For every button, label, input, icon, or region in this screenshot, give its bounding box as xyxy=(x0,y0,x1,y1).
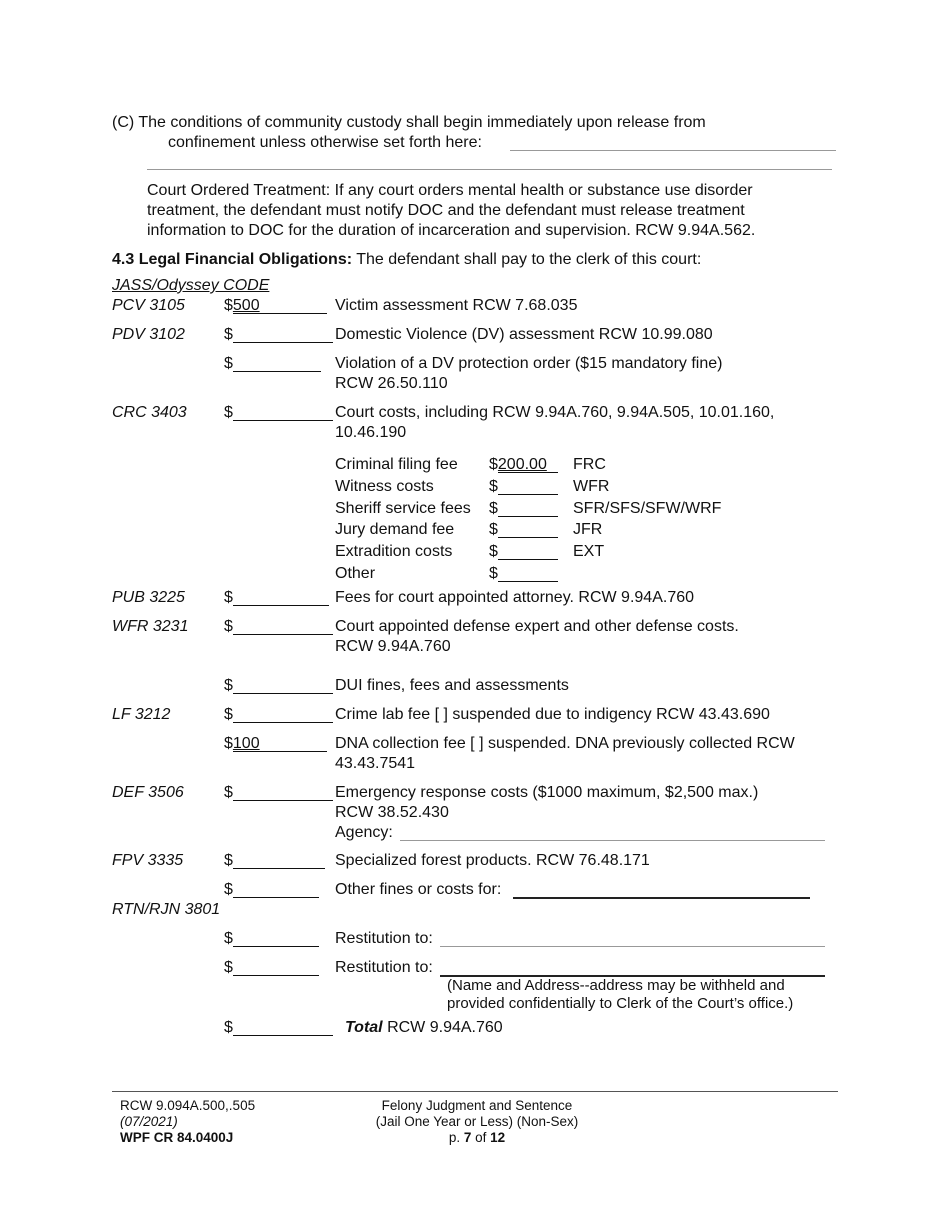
currency-symbol: $ xyxy=(489,456,498,473)
fee-description: RCW 38.52.430 xyxy=(335,804,449,821)
treatment-line: information to DOC for the duration of incarceration and supervision. RCW 9.94A.562. xyxy=(147,222,756,239)
court-cost-code: FRC xyxy=(573,456,606,473)
fee-description: Agency: xyxy=(335,824,393,841)
court-cost-amount-field[interactable]: 200.00 xyxy=(498,455,558,473)
fee-code: CRC 3403 xyxy=(112,404,187,421)
fee-description: Domestic Violence (DV) assessment RCW 10.99.080 xyxy=(335,326,713,343)
fee-code: DEF 3506 xyxy=(112,784,184,801)
amount-cell xyxy=(224,354,321,374)
amount-cell xyxy=(224,929,319,949)
amount-field[interactable] xyxy=(233,783,333,801)
lfo-heading xyxy=(112,250,701,270)
fee-description: DUI fines, fees and assessments xyxy=(335,677,569,694)
court-cost-label: Witness costs xyxy=(335,478,434,495)
amount-field[interactable] xyxy=(233,958,319,976)
footer-date: (07/2021) xyxy=(120,1114,178,1129)
fee-code: FPV 3335 xyxy=(112,852,184,869)
amount-cell xyxy=(224,705,333,725)
fee-code: PDV 3102 xyxy=(112,326,185,343)
amount-cell xyxy=(224,588,329,608)
page-number: 7 xyxy=(463,1130,472,1145)
payee-field[interactable] xyxy=(513,897,810,899)
fee-description: Court appointed defense expert and other defense costs. xyxy=(335,618,739,635)
footer-title: Felony Judgment and Sentence xyxy=(381,1098,573,1113)
custody-start-field[interactable] xyxy=(510,150,836,151)
currency-symbol: $ xyxy=(224,1019,233,1036)
fee-description: Emergency response costs ($1000 maximum, $2,500 max.) xyxy=(335,784,759,801)
page-total: 12 xyxy=(490,1130,506,1145)
currency-symbol: $ xyxy=(224,881,233,898)
court-cost-amount-cell xyxy=(489,499,558,519)
fee-description: Violation of a DV protection order ($15 mandatory fine) xyxy=(335,355,723,372)
amount-cell xyxy=(224,617,333,637)
currency-symbol: $ xyxy=(489,521,498,538)
amount-field[interactable] xyxy=(233,705,333,723)
currency-symbol: $ xyxy=(489,500,498,517)
amount-field[interactable] xyxy=(233,851,325,869)
fee-description: Specialized forest products. RCW 76.48.171 xyxy=(335,852,650,869)
amount-field[interactable] xyxy=(233,676,333,694)
amount-cell xyxy=(224,403,333,423)
court-cost-code: SFR/SFS/SFW/WRF xyxy=(573,500,722,517)
amount-cell xyxy=(224,880,319,900)
treatment-line: Court Ordered Treatment: If any court orders mental health or substance use disorder xyxy=(147,182,753,199)
restitution-note-2: provided confidentially to Clerk of the Court’s office.) xyxy=(447,995,794,1012)
court-cost-amount-field[interactable] xyxy=(498,477,558,495)
court-cost-label: Sheriff service fees xyxy=(335,500,471,517)
fee-description: 43.43.7541 xyxy=(335,755,416,772)
amount-cell xyxy=(224,676,333,696)
amount-cell xyxy=(224,734,327,754)
total-amount-field[interactable] xyxy=(233,1018,333,1036)
amount-field[interactable] xyxy=(233,354,321,372)
court-cost-code: EXT xyxy=(573,543,605,560)
currency-symbol: $ xyxy=(489,565,498,582)
court-cost-amount-field[interactable] xyxy=(498,520,558,538)
amount-cell xyxy=(224,296,327,316)
fee-description: 10.46.190 xyxy=(335,424,407,441)
amount-field[interactable]: 100 xyxy=(233,734,327,752)
footer-page xyxy=(377,1130,577,1147)
currency-symbol: $ xyxy=(224,297,233,314)
fee-description: Restitution to: xyxy=(335,930,433,947)
treatment-line: treatment, the defendant must notify DOC and the defendant must release treatment xyxy=(147,202,745,219)
court-cost-label: Criminal filing fee xyxy=(335,456,458,473)
currency-symbol: $ xyxy=(224,326,233,343)
court-cost-amount-field[interactable] xyxy=(498,564,558,582)
amount-cell xyxy=(224,783,333,803)
section-c-line2: confinement unless otherwise set forth here: xyxy=(168,134,482,151)
amount-field[interactable] xyxy=(233,929,319,947)
fee-description: Crime lab fee [ ] suspended due to indigency RCW 43.43.690 xyxy=(335,706,770,723)
footer-subtitle: (Jail One Year or Less) (Non-Sex) xyxy=(375,1114,579,1129)
total-row xyxy=(224,1018,333,1038)
court-cost-amount-cell xyxy=(489,564,558,584)
fee-description: Court costs, including RCW 9.94A.760, 9.94A.505, 10.01.160, xyxy=(335,404,775,421)
fee-description: Other fines or costs for: xyxy=(335,881,502,898)
court-cost-code: WFR xyxy=(573,478,610,495)
fee-description: Victim assessment RCW 7.68.035 xyxy=(335,297,578,314)
currency-symbol: $ xyxy=(224,959,233,976)
currency-symbol: $ xyxy=(224,404,233,421)
total-label: Total xyxy=(345,1019,383,1036)
amount-cell xyxy=(224,958,319,978)
payee-field[interactable] xyxy=(400,840,825,841)
court-cost-amount-cell xyxy=(489,542,558,562)
court-cost-label: Jury demand fee xyxy=(335,521,455,538)
page-prefix: p. xyxy=(448,1130,464,1145)
fee-description: RCW 9.94A.760 xyxy=(335,638,451,655)
fee-code: PCV 3105 xyxy=(112,297,185,314)
total-label-wrap xyxy=(345,1018,503,1038)
footer-divider xyxy=(112,1091,838,1092)
lfo-heading-text: The defendant shall pay to the clerk of this court: xyxy=(352,251,702,268)
currency-symbol: $ xyxy=(224,589,233,606)
currency-symbol: $ xyxy=(224,677,233,694)
currency-symbol: $ xyxy=(224,355,233,372)
total-rcw: RCW 9.94A.760 xyxy=(382,1019,503,1036)
currency-symbol: $ xyxy=(489,543,498,560)
amount-field[interactable] xyxy=(233,588,329,606)
fee-description: Restitution to: xyxy=(335,959,433,976)
currency-symbol: $ xyxy=(224,735,233,752)
custody-start-field-line2[interactable] xyxy=(147,169,832,170)
amount-cell xyxy=(224,325,333,345)
amount-field[interactable] xyxy=(233,403,333,421)
currency-symbol: $ xyxy=(224,618,233,635)
currency-symbol: $ xyxy=(224,852,233,869)
lfo-heading-title: 4.3 Legal Financial Obligations: xyxy=(112,251,353,268)
fee-description: DNA collection fee [ ] suspended. DNA previously collected RCW xyxy=(335,735,795,752)
fee-description: RCW 26.50.110 xyxy=(335,375,448,392)
court-cost-amount-field[interactable] xyxy=(498,499,558,517)
page-of: of xyxy=(471,1130,491,1145)
section-c-line1: (C) The conditions of community custody shall begin immediately upon release from xyxy=(112,114,706,131)
court-cost-amount-cell xyxy=(489,520,558,540)
amount-field[interactable] xyxy=(233,617,333,635)
court-cost-code: JFR xyxy=(573,521,603,538)
court-cost-amount-field[interactable] xyxy=(498,542,558,560)
currency-symbol: $ xyxy=(224,930,233,947)
fee-description: Fees for court appointed attorney. RCW 9.94A.760 xyxy=(335,589,695,606)
restitution-note-1: (Name and Address--address may be withheld and xyxy=(447,977,785,994)
currency-symbol: $ xyxy=(224,706,233,723)
rtn-code: RTN/RJN 3801 xyxy=(112,901,221,918)
court-cost-label: Extradition costs xyxy=(335,543,453,560)
amount-field[interactable] xyxy=(233,325,333,343)
amount-field[interactable]: 500 xyxy=(233,296,327,314)
court-cost-amount-cell xyxy=(489,477,558,497)
currency-symbol: $ xyxy=(489,478,498,495)
payee-field[interactable] xyxy=(440,946,825,947)
currency-symbol: $ xyxy=(224,784,233,801)
fee-code: LF 3212 xyxy=(112,706,171,723)
amount-cell xyxy=(224,851,325,871)
footer-form-id: WPF CR 84.0400J xyxy=(120,1130,234,1145)
court-cost-amount-cell xyxy=(489,455,558,475)
fee-code: WFR 3231 xyxy=(112,618,189,635)
code-column-header: JASS/Odyssey CODE xyxy=(112,277,270,294)
fee-code: PUB 3225 xyxy=(112,589,185,606)
amount-field[interactable] xyxy=(233,880,319,898)
court-cost-label: Other xyxy=(335,565,376,582)
footer-rcw: RCW 9.094A.500,.505 xyxy=(120,1098,256,1113)
